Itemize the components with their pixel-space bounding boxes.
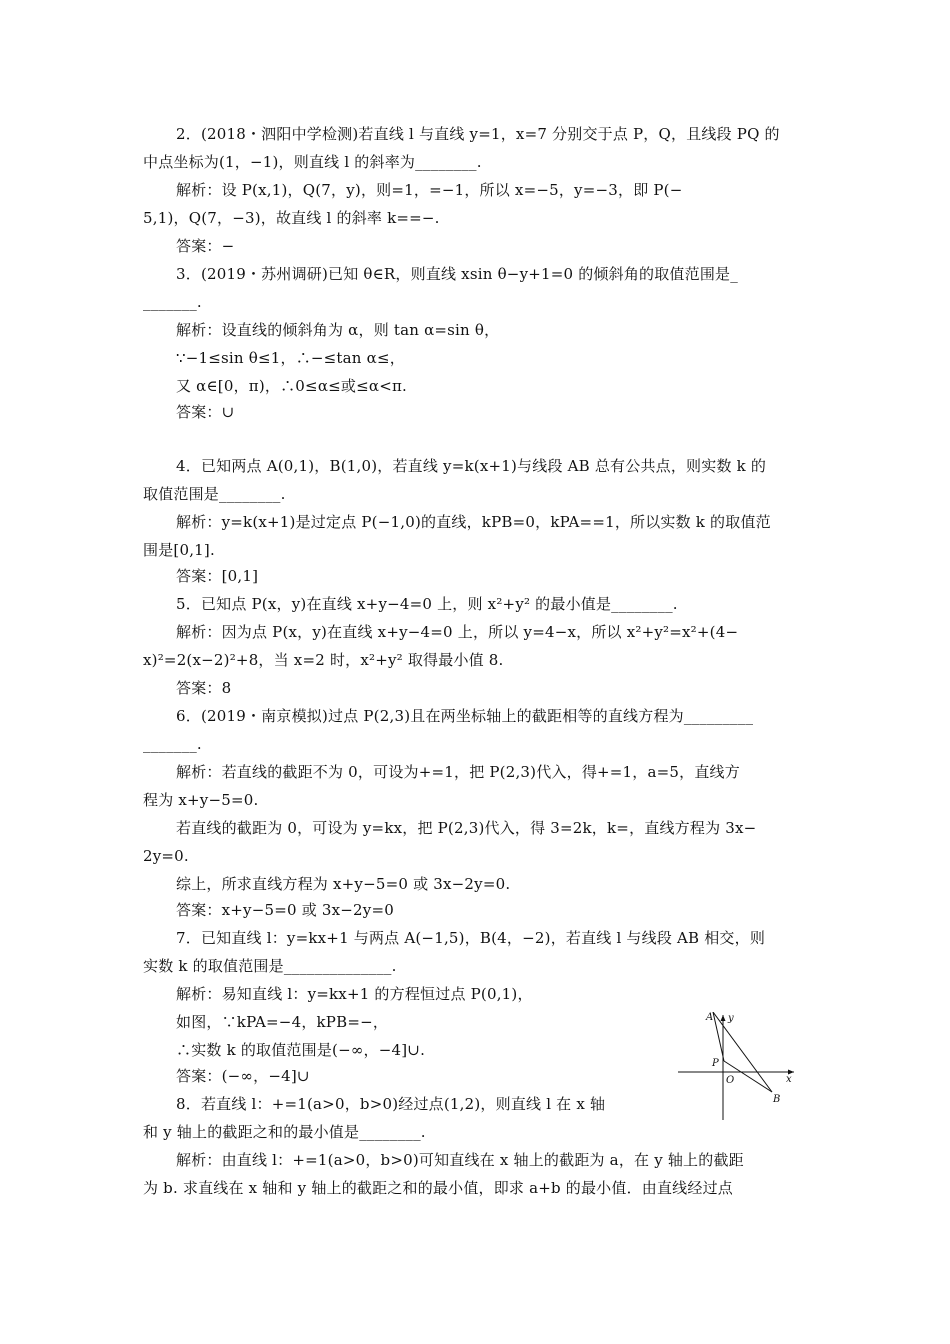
text-line: 又 α∈[0，π)，∴0≤α≤或≤α<π.: [176, 377, 408, 395]
text-line: ∵−1≤sin θ≤1，∴−≤tan α≤，: [176, 349, 405, 367]
text-line: 如图，∵kPA=−4，kPB=−，: [176, 1013, 389, 1031]
text-line: 3．(2019・苏州调研)已知 θ∈R，则直线 xsin θ−y+1=0 的倾斜角的取值范围是_: [176, 265, 738, 283]
text-line: 解析：设直线的倾斜角为 α，则 tan α=sin θ，: [176, 321, 500, 339]
text-line: 程为 x+y−5=0.: [143, 791, 259, 809]
text-line: 答案：∪: [176, 403, 235, 421]
label-O: O: [726, 1075, 735, 1086]
text-line: _______.: [143, 735, 202, 753]
label-B: B: [773, 1094, 781, 1105]
text-line: 5．已知点 P(x，y)在直线 x+y−4=0 上，则 x²+y² 的最小值是________.: [176, 595, 678, 613]
text-line: 答案：x+y−5=0 或 3x−2y=0: [176, 901, 394, 919]
label-y: y: [728, 1013, 734, 1024]
text-line: 答案：[0,1]: [176, 567, 259, 585]
text-line: 7．已知直线 l：y=kx+1 与两点 A(−1,5)，B(4，−2)，若直线 l 与线段 AB 相交，则: [176, 929, 766, 947]
text-line: 答案：(−∞，−4]∪: [176, 1067, 310, 1085]
label-P: P: [712, 1058, 719, 1069]
text-line: 解析：若直线的截距不为 0，可设为+=1，把 P(2,3)代入，得+=1，a=5，直线方: [176, 763, 740, 781]
text-line: ∴实数 k 的取值范围是(−∞，−4]∪.: [176, 1041, 426, 1059]
text-line: 解析：y=k(x+1)是过定点 P(−1,0)的直线，kPB=0，kPA==1，所以实数 k 的取值范: [176, 513, 771, 531]
text-line: 答案：−: [176, 237, 235, 255]
text-line: 解析：设 P(x,1)，Q(7，y)，则=1，=−1，所以 x=−5，y=−3，即 P(−: [176, 181, 683, 199]
text-line: x)²=2(x−2)²+8，当 x=2 时，x²+y² 取得最小值 8.: [143, 651, 504, 669]
text-line: 解析：易知直线 l：y=kx+1 的方程恒过点 P(0,1)，: [176, 985, 533, 1003]
text-line: 5,1)，Q(7，−3)，故直线 l 的斜率 k==−.: [143, 209, 440, 227]
label-A: A: [706, 1012, 714, 1023]
text-line: 围是[0,1].: [143, 541, 215, 559]
text-line: 2y=0.: [143, 847, 189, 865]
text-line: 实数 k 的取值范围是______________.: [143, 957, 397, 975]
text-line: 解析：由直线 l：+=1(a>0，b>0)可知直线在 x 轴上的截距为 a，在 y 轴上的截距: [176, 1151, 744, 1169]
text-line: 为 b. 求直线在 x 轴和 y 轴上的截距之和的最小值，即求 a+b 的最小值．由直线经过点: [143, 1179, 733, 1197]
text-line: 解析：因为点 P(x，y)在直线 x+y−4=0 上，所以 y=4−x，所以 x²+y²=x²+(4−: [176, 623, 739, 641]
text-line: 和 y 轴上的截距之和的最小值是________.: [143, 1123, 426, 1141]
text-line: 综上，所求直线方程为 x+y−5=0 或 3x−2y=0.: [176, 875, 511, 893]
text-line: 若直线的截距为 0，可设为 y=kx，把 P(2,3)代入，得 3=2k，k=，直线方程为 3x−: [176, 819, 757, 837]
text-line: 答案：8: [176, 679, 232, 697]
text-line: _______.: [143, 293, 202, 311]
text-line: 8．若直线 l：+=1(a>0，b>0)经过点(1,2)，则直线 l 在 x 轴: [176, 1095, 606, 1113]
y-axis-arrow: [721, 1015, 726, 1021]
text-line: 取值范围是________.: [143, 485, 286, 503]
text-line: 4．已知两点 A(0,1)，B(1,0)，若直线 y=k(x+1)与线段 AB 总有公共点，则实数 k 的: [176, 457, 767, 475]
text-line: 6．(2019・南京模拟)过点 P(2,3)且在两坐标轴上的截距相等的直线方程为_________: [176, 707, 754, 725]
text-line: 2．(2018・泗阳中学检测)若直线 l 与直线 y=1，x=7 分别交于点 P，Q，且线段 PQ 的: [176, 125, 780, 143]
text-line: 中点坐标为(1，−1)，则直线 l 的斜率为________.: [143, 153, 482, 171]
coordinate-figure: [672, 1012, 802, 1122]
label-x: x: [786, 1074, 792, 1085]
